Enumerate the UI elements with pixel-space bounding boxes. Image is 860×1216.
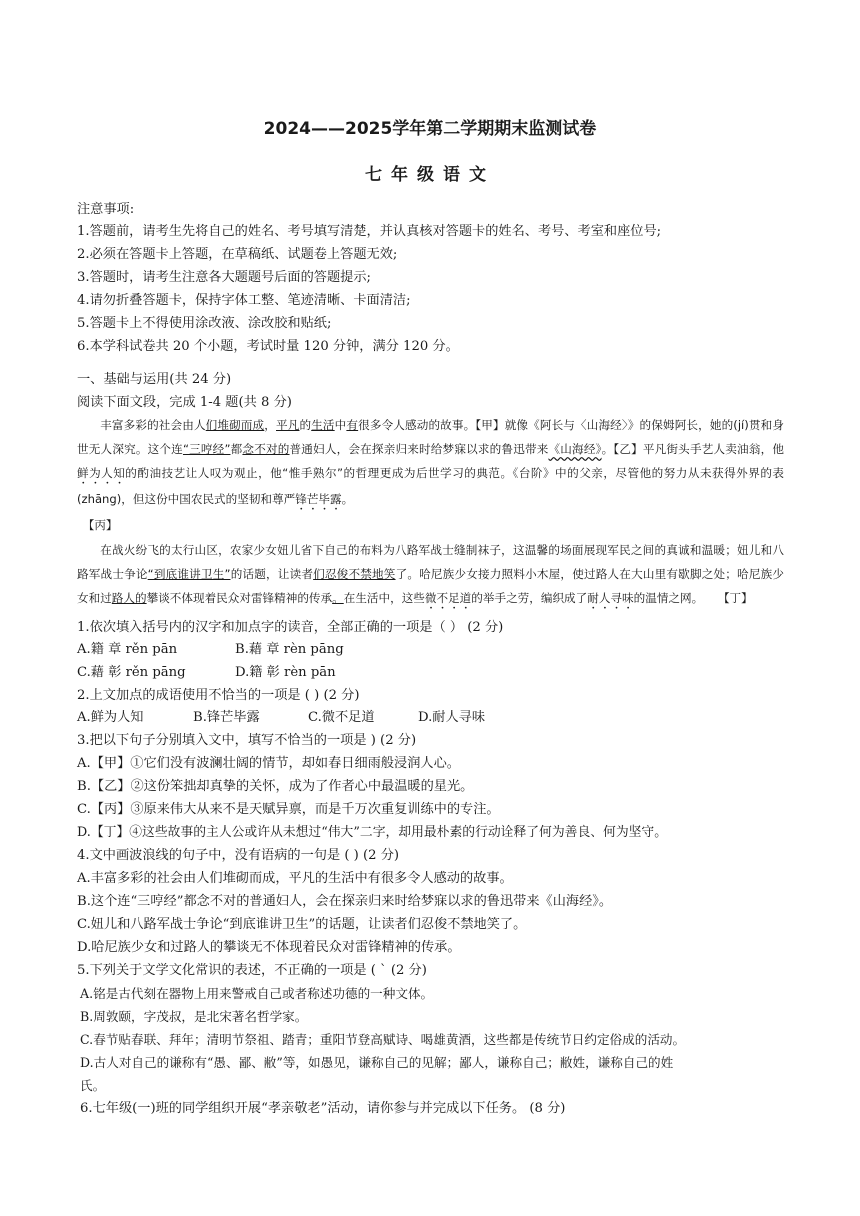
- option-c: C.春节贴春联、拜年；清明节祭祖、踏青；重阳节登高赋诗、喝雄黄酒，这些都是传统节日约定俗成的活动。: [80, 1032, 686, 1047]
- bracket-marker-ding: 【丁】: [717, 591, 753, 606]
- option-a: A.籍 章 rěn pān: [77, 642, 178, 657]
- option-a: A.丰富多彩的社会由人们堆砌而成，平凡的生活中有很多令人感动的故事。: [77, 871, 513, 886]
- option-d-continued: 氏。: [80, 1078, 106, 1093]
- option-a: A.【甲】①它们没有波澜壮阔的情节，却如春日细雨般浸润人心。: [77, 756, 460, 771]
- option-d: D.哈尼族少女和过路人的攀谈无不体现着民众对雷锋精神的传承。: [77, 940, 461, 955]
- dotted-idiom: 锋芒毕露: [295, 492, 342, 507]
- option-c: C.【丙】③原来伟大从来不是天赋异禀，而是千万次重复训练中的专注。: [77, 802, 500, 817]
- notes-heading: 注意事项:: [77, 202, 135, 217]
- note-item: 4.请勿折叠答题卡，保持字体工整、笔迹清晰、卡面清洁;: [77, 293, 411, 308]
- dotted-idiom: 耐人寻味: [587, 591, 634, 606]
- option-b: B.周敦颐，字茂叔，是北宋著名哲学家。: [80, 1009, 308, 1024]
- section-intro: 阅读下面文段，完成 1-4 题(共 8 分): [77, 395, 292, 410]
- question-1-options-row2: [77, 663, 336, 683]
- dotted-idiom: 鲜为人知: [77, 466, 126, 481]
- option-d: D.籍 彰 rèn pān: [235, 665, 336, 680]
- option-d: D.【丁】④这些故事的主人公或许从未想过“伟大”二字，却用最朴素的行动诠释了何为善良、何为坚守。: [77, 825, 668, 840]
- option-a: A.鲜为人知: [77, 710, 144, 725]
- question-6: 6.七年级(一)班的同学组织开展“孝亲敬老”活动，请你参与并完成以下任务。 (8 分): [80, 1101, 566, 1116]
- option-a: A.铭是古代刻在器物上用来警戒自己或者称述功德的一种文体。: [80, 986, 434, 1001]
- passage-paragraph-1: 丰富多彩的社会由人们堆砌而成，平凡的生活中有很多令人感动的故事。【甲】就像《阿长与〈山海经〉》的保姆阿长，她的(jí)贯和身世无人深究。这个连“三哼经”都念不对的普通妇人，会在探亲归来时给梦寐以求的鲁迅带来《山海经》。【乙】平凡街头手艺人卖油翁，他鲜为人知的酌油技艺让人叹为观止，他“惟手熟尔”的哲理更成为后世学习的典范。《台阶》中的父亲，尽管他的努力从未获得外界的表(zhāng)，但这份中国农民式的坚韧和尊严锋芒毕露。: [77, 418, 784, 507]
- bracket-marker-bing: 【丙】: [82, 518, 118, 533]
- question-3: 3.把以下句子分别填入文中，填写不恰当的一项是 ) (2 分): [77, 733, 417, 748]
- option-c: C.微不足道: [308, 710, 375, 725]
- option-b: B.锋芒毕露: [193, 710, 260, 725]
- question-2: 2.上文加点的成语使用不恰当的一项是 ( ) (2 分): [77, 688, 360, 703]
- option-d: D.古人对自己的谦称有“愚、鄙、敝”等，如愚见，谦称自己的见解；鄙人，谦称自己；敝姓，谦称自己的姓: [80, 1055, 674, 1070]
- note-item: 6.本学科试卷共 20 个小题，考试时量 120 分钟，满分 120 分。: [77, 339, 459, 354]
- question-2-options: [77, 708, 485, 728]
- section-heading: 一、基础与运用(共 24 分): [77, 372, 232, 387]
- option-b: B.藉 章 rèn pāng: [235, 642, 344, 657]
- question-1: 1.依次填入括号内的汉字和加点字的读音，全部正确的一项是（ ） (2 分): [77, 620, 504, 635]
- exam-title: 2024——2025学年第二学期期末监测试卷: [263, 119, 597, 139]
- passage-paragraph-2: 在战火纷飞的太行山区，农家少女妞儿省下自己的布料为八路军战士缝制袜子，这温馨的场面展现军民之间的真诚和温暖；妞儿和八路军战士争论“到底谁讲卫生”的话题，让读者们忍俊不禁地笑了。哈尼族少女接力照料小木屋，使过路人在大山里有歇脚之处；哈尼族少女和过路人的攀谈不体现着民众对雷锋精神的传承。在生活中，这些微不足道的举手之劳，编织成了耐人寻味的温情之网。 【丁】: [77, 542, 784, 606]
- option-b: B.【乙】②这份笨拙却真挚的关怀，成为了作者心中最温暖的星光。: [77, 779, 474, 794]
- note-item: 5.答题卡上不得使用涂改液、涂改胶和贴纸;: [77, 316, 332, 331]
- question-4: 4.文中画波浪线的句子中，没有语病的一句是 ( ) (2 分): [77, 848, 400, 863]
- question-5: 5.下列关于文学文化常识的表述，不正确的一项是 ( ` (2 分): [77, 963, 427, 978]
- note-item: 3.答题时，请考生注意各大题题号后面的答题提示;: [77, 270, 371, 285]
- dotted-idiom: 微不足道: [424, 591, 472, 606]
- note-item: 2.必须在答题卡上答题，在草稿纸、试题卷上答题无效;: [77, 247, 398, 262]
- question-1-options-row1: [77, 640, 344, 660]
- option-b: B.这个连“三哼经”都念不对的普通妇人，会在探亲归来时给梦寐以求的鲁迅带来《山海经》。: [77, 894, 613, 909]
- option-c: C.妞儿和八路军战士争论“到底谁讲卫生”的话题，让读者们忍俊不禁地笑了。: [77, 917, 527, 932]
- option-c: C.藉 彰 rěn pāng: [77, 665, 186, 680]
- reading-passage: [77, 413, 784, 612]
- note-item: 1.答题前，请考生先将自己的姓名、考号填写清楚，并认真核对答题卡的姓名、考号、考室和座位号;: [77, 224, 662, 239]
- exam-subject: 七年级语文: [365, 165, 495, 185]
- option-d: D.耐人寻味: [418, 710, 486, 725]
